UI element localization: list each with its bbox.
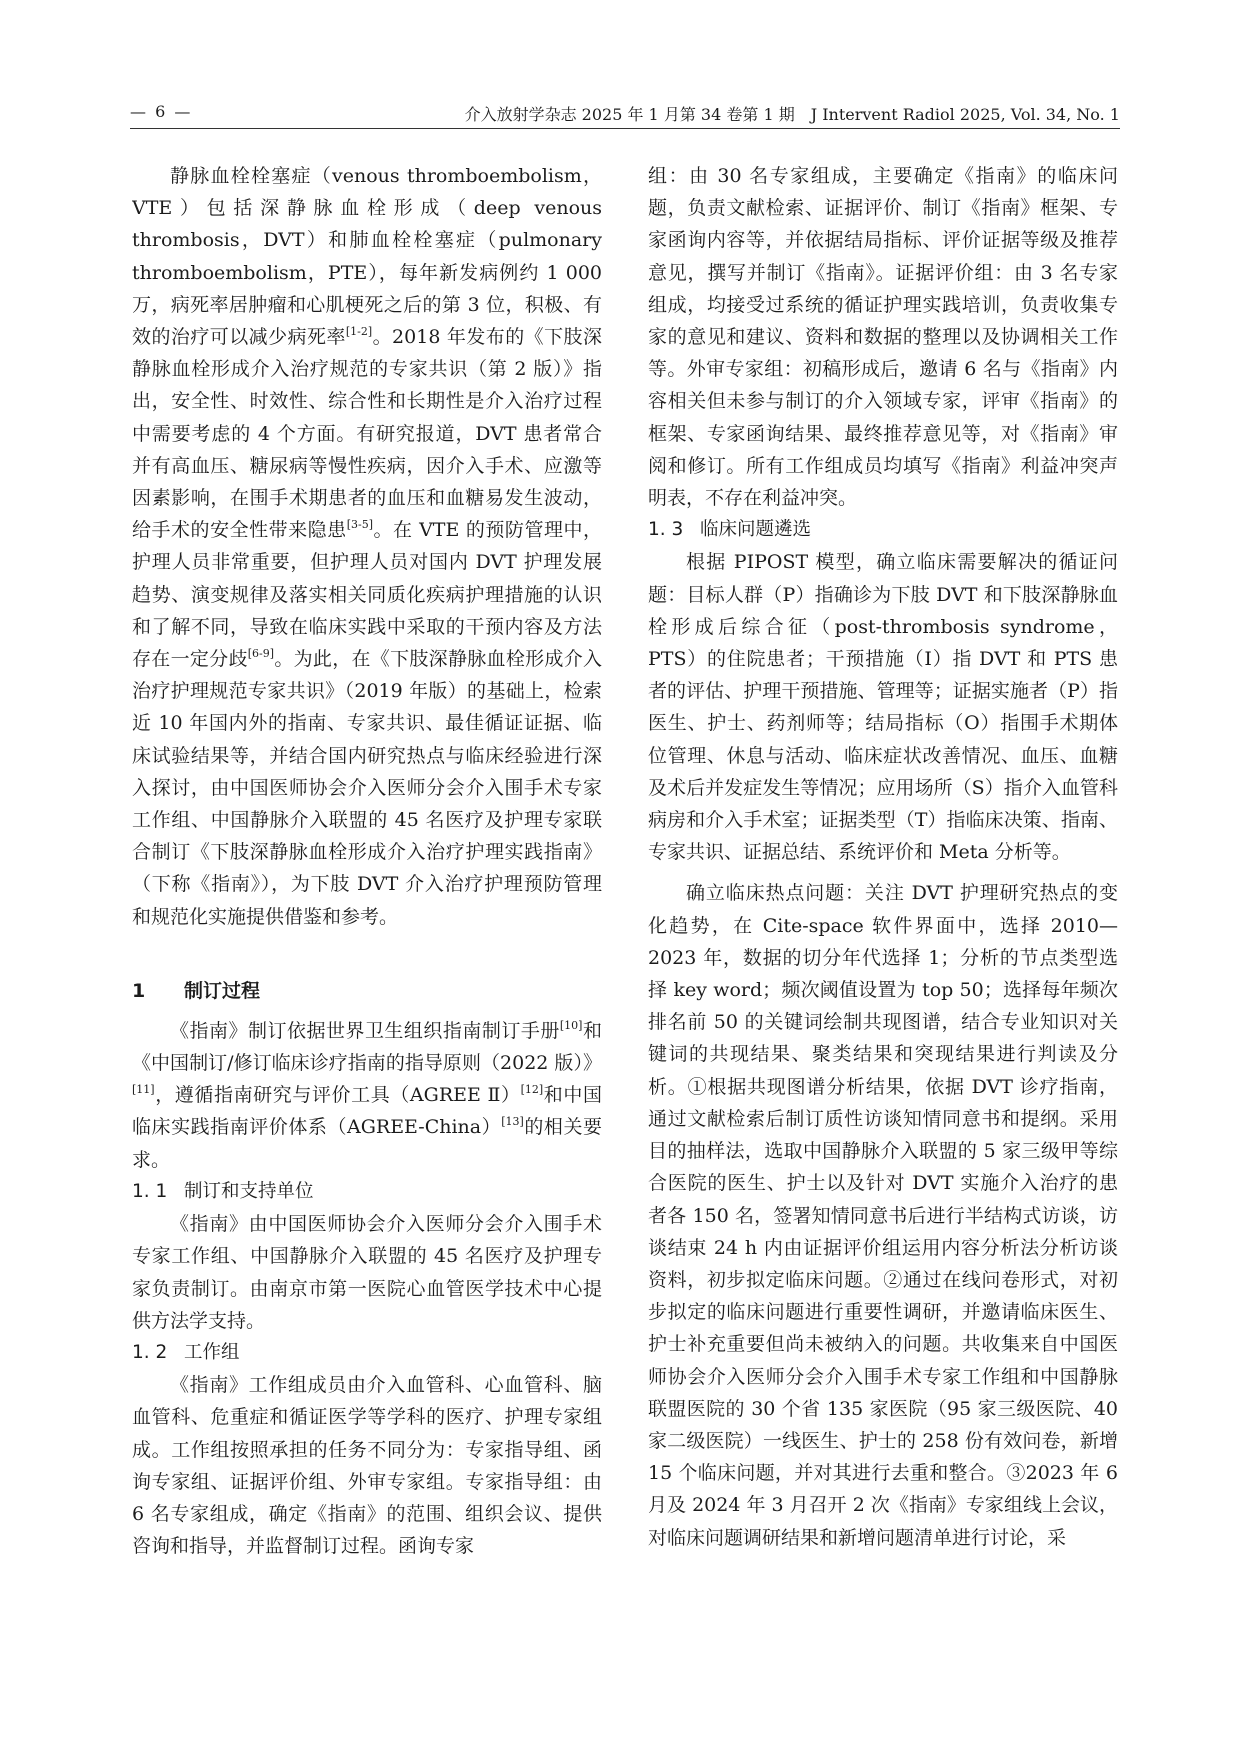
citation-ref: [12] xyxy=(520,1083,544,1097)
section-1-heading: 1 制订过程 xyxy=(132,979,261,1002)
section-1-1-heading: 1. 1 制订和支持单位 xyxy=(132,1180,314,1202)
section-1-1-paragraph: 《指南》由中国医师协会介入医师分会介入围手术专家工作组、中国静脉介入联盟的 45 名医疗及护理专家负责制订。由南京市第一医院心血管医学技术中心提供方法学支持。 xyxy=(132,1213,602,1332)
journal-citation: 介入放射学杂志 2025 年 1 月第 34 卷第 1 期 J Intervent Radiol 2025, Vol. 34, No. 1 xyxy=(464,105,1120,124)
section-1-3-paragraph: 根据 PIPOST 模型，确立临床需要解决的循证问题：目标人群（P）指确诊为下肢 DVT 和下肢深静脉血栓形成后综合征（post-thrombosis syndrome，PTS）的住院患者；干预措施（I）指 DVT 和 PTS 患者的评估、护理干预措施、管理等；证据实施者（P）指医生、护士、药剂师等；结局指标（O）指围手术期体位管理、休息与活动、临床症状改善情况、血压、血糖及术后并发症发生等情况；应用场所（S）指介入血管科病房和介入手术室；证据类型（T）指临床决策、指南、专家共识、证据总结、系统评价和 Meta 分析等。 xyxy=(648,551,1118,864)
citation-ref: [11] xyxy=(132,1083,155,1097)
section-1-paragraph: 《指南》制订依据世界卫生组织指南制订手册[10]和《中国制订/修订临床诊疗指南的指导原则（2022 版）》[11]，遵循指南研究与评价工具（AGREE Ⅱ）[12]和中国临床实践指南评价体系（AGREE-China）[13]的相关要求。 xyxy=(132,1018,602,1171)
intro-paragraph: 静脉血栓栓塞症（venous thromboembolism，VTE）包括深静脉血栓形成（deep venous thrombosis，DVT）和肺血栓栓塞症（pulmonary thromboembolism，PTE），每年新发病例约 1 000 万，病死率居肿瘤和心肌梗死之后的第 3 位，积极、有效的治疗可以减少病死率[1-2]。2018 年发布的《下肢深静脉血栓形成介入治疗规范的专家共识（第 2 版）》指出，安全性、时效性、综合性和长期性是介入治疗过程中需要考虑的 4 个方面。有研究报道，DVT 患者常合并有高血压、糖尿病等慢性疾病，因介入手术、应激等因素影响，在围手术期患者的血压和血糖易发生波动，给手术的安全性带来隐患[3-5]。在 VTE 的预防管理中，护理人员非常重要，但护理人员对国内 DVT 护理发展趋势、演变规律及落实相关同质化疾病护理措施的认识和了解不同，导致在临床实践中采取的干预内容及方法存在一定分歧[6-9]。为此，在《下肢深静脉血栓形成介入治疗护理规范专家共识》（2019 年版）的基础上，检索近 10 年国内外的指南、专家共识、最佳循证证据、临床试验结果等，并结合国内研究热点与临床经验进行深入探讨，由中国医师协会介入医师分会介入围手术专家工作组、中国静脉介入联盟的 45 名医疗及护理专家联合制订《下肢深静脉血栓形成介入治疗护理实践指南》（下称《指南》），为下肢 DVT 介入治疗护理预防管理和规范化实施提供借鉴和参考。 xyxy=(132,165,602,928)
section-1-2-heading: 1. 2 工作组 xyxy=(132,1341,240,1363)
citation-ref: [6-9] xyxy=(247,647,275,661)
page-number: — 6 — xyxy=(130,102,193,121)
section-1-2-paragraph: 《指南》工作组成员由介入血管科、心血管科、脑血管科、危重症和循证医学等学科的医疗、护理专家组成。工作组按照承担的任务不同分为：专家指导组、函询专家组、证据评价组、外审专家组。专家指导组：由 6 名专家组成，确定《指南》的范围、组织会议、提供咨询和指导，并监督制订过程。函询专家 xyxy=(132,1374,602,1558)
running-header xyxy=(130,100,1120,129)
section-1-3-heading: 1. 3 临床问题遴选 xyxy=(648,519,812,541)
citation-ref: [3-5] xyxy=(346,518,373,532)
left-column xyxy=(132,160,602,1700)
citation-ref: [1-2] xyxy=(345,325,373,339)
section-1-2-paragraph-continued: 组：由 30 名专家组成，主要确定《指南》的临床问题，负责文献检索、证据评价、制订《指南》框架、专家函询内容等，并依据结局指标、评价证据等级及推荐意见，撰写并制订《指南》。证据评价组：由 3 名专家组成，均接受过系统的循证护理实践培训，负责收集专家的意见和建议、资料和数据的整理以及协调相关工作等。外审专家组：初稿形成后，邀请 6 名与《指南》内容相关但未参与制订的介入领域专家，评审《指南》的框架、专家函询结果、最终推荐意见等，对《指南》审阅和修订。所有工作组成员均填写《指南》利益冲突声明表，不存在利益冲突。 xyxy=(648,165,1118,510)
section-1-3-paragraph-hotspots: 确立临床热点问题：关注 DVT 护理研究热点的变化趋势，在 Cite-space 软件界面中，选择 2010—2023 年，数据的切分年代选择 1；分析的节点类型选择 key word；频次阈值设置为 top 50；选择每年频次排名前 50 的关键词绘制共现图谱，结合专业知识对关键词的共现结果、聚类结果和突现结果进行判读及分析。①根据共现图谱分析结果，依据 DVT 诊疗指南，通过文献检索后制订质性访谈知情同意书和提纲。采用目的抽样法，选取中国静脉介入联盟的 5 家三级甲等综合医院的医生、护士以及针对 DVT 实施介入治疗的患者各 150 名，签署知情同意书后进行半结构式访谈，访谈结束 24 h 内由证据评价组运用内容分析法分析访谈资料，初步拟定临床问题。②通过在线问卷形式，对初步拟定的临床问题进行重要性调研，并邀请临床医生、护士补充重要但尚未被纳入的问题。共收集来自中国医师协会介入医师分会介入围手术专家工作组和中国静脉联盟医院的 30 个省 135 家医院（95 家三级医院、40 家二级医院）一线医生、护士的 258 份有效问卷，新增 15 个临床问题，并对其进行去重和整合。③2023 年 6 月及 2024 年 3 月召开 2 次《指南》专家组线上会议，对临床问题调研结果和新增问题清单进行讨论，采 xyxy=(648,882,1118,1549)
citation-ref: [10] xyxy=(559,1018,583,1032)
citation-ref: [13] xyxy=(501,1115,524,1129)
right-column xyxy=(648,160,1118,1700)
